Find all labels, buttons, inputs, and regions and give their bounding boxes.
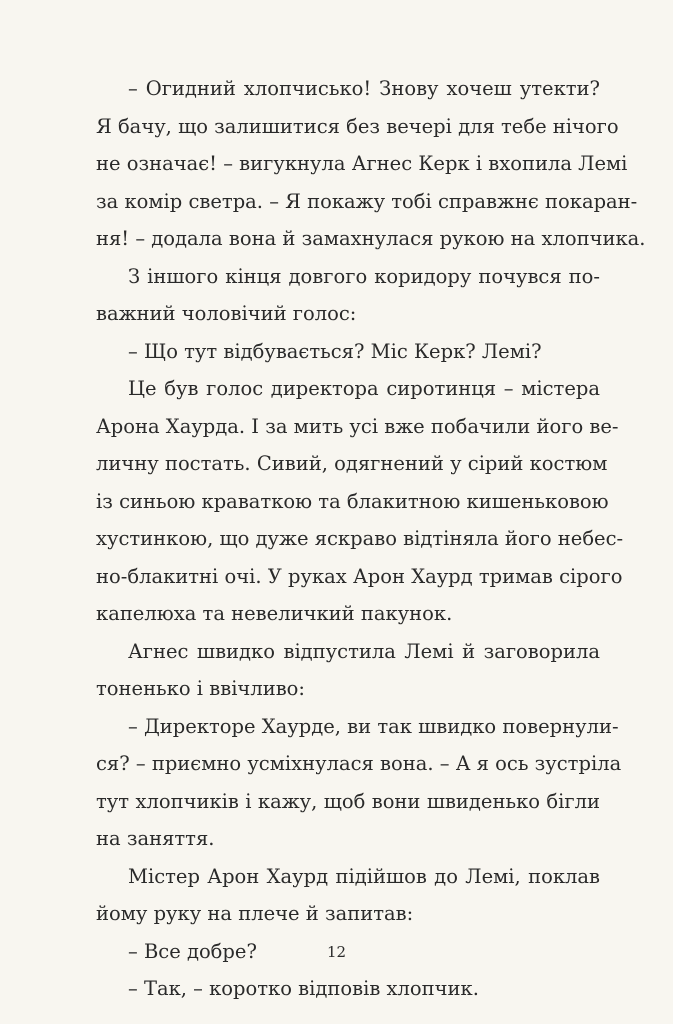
text-line: Це був голос директора сиротинця – містера (128, 377, 600, 400)
text-line: ся? – приємно усміхнулася вона. – А я ось зустріла (96, 752, 622, 775)
text-line: хустинкою, що дуже яскраво відтіняла його небес- (96, 527, 624, 550)
text-line: йому руку на плече й запитав: (96, 902, 414, 925)
text-line: із синьою краваткою та блакитною кишеньковою (96, 489, 609, 513)
text-line: капелюха та невеличкий пакунок. (96, 602, 453, 625)
text-line: Я бачу, що залишитися без вечері для тебе нічого (96, 114, 619, 138)
text-line: на заняття. (96, 827, 215, 850)
text-line: тоненько і ввічливо: (96, 677, 305, 700)
text-line: – Так, – коротко відповів хлопчик. (128, 977, 479, 1000)
text-line: – Все добре? (128, 939, 257, 963)
text-line: Агнес швидко відпустила Лемі й заговорила (128, 639, 600, 663)
text-line: Арона Хаурда. І за мить усі вже побачили його ве- (96, 414, 619, 438)
body-text (96, 70, 646, 1008)
text-line: личну постать. Сивий, одягнений у сірий костюм (96, 452, 608, 475)
text-line: – Директоре Хаурде, ви так швидко повернули- (128, 714, 619, 738)
text-line: З іншого кінця довгого коридору почувся по- (128, 264, 600, 288)
page-number: 12 (326, 943, 347, 961)
text-line: важний чоловічий голос: (96, 302, 357, 325)
text-line: Містер Арон Хаурд підійшов до Лемі, поклав (128, 864, 600, 888)
text-line: тут хлопчиків і кажу, щоб вони швиденько бігли (96, 789, 600, 813)
text-line: – Огидний хлопчисько! Знову хочеш утекти? (128, 77, 600, 100)
text-line: за комір светра. – Я покажу тобі справжнє покаран- (96, 189, 638, 213)
text-line: но-блакитні очі. У руках Арон Хаурд тримав сірого (96, 564, 623, 588)
text-line: ня! – додала вона й замахнулася рукою на хлопчика. (96, 227, 646, 250)
text-line: – Що тут відбувається? Міс Керк? Лемі? (128, 339, 542, 363)
text-line: не означає! – вигукнула Агнес Керк і вхопила Лемі (96, 152, 628, 175)
